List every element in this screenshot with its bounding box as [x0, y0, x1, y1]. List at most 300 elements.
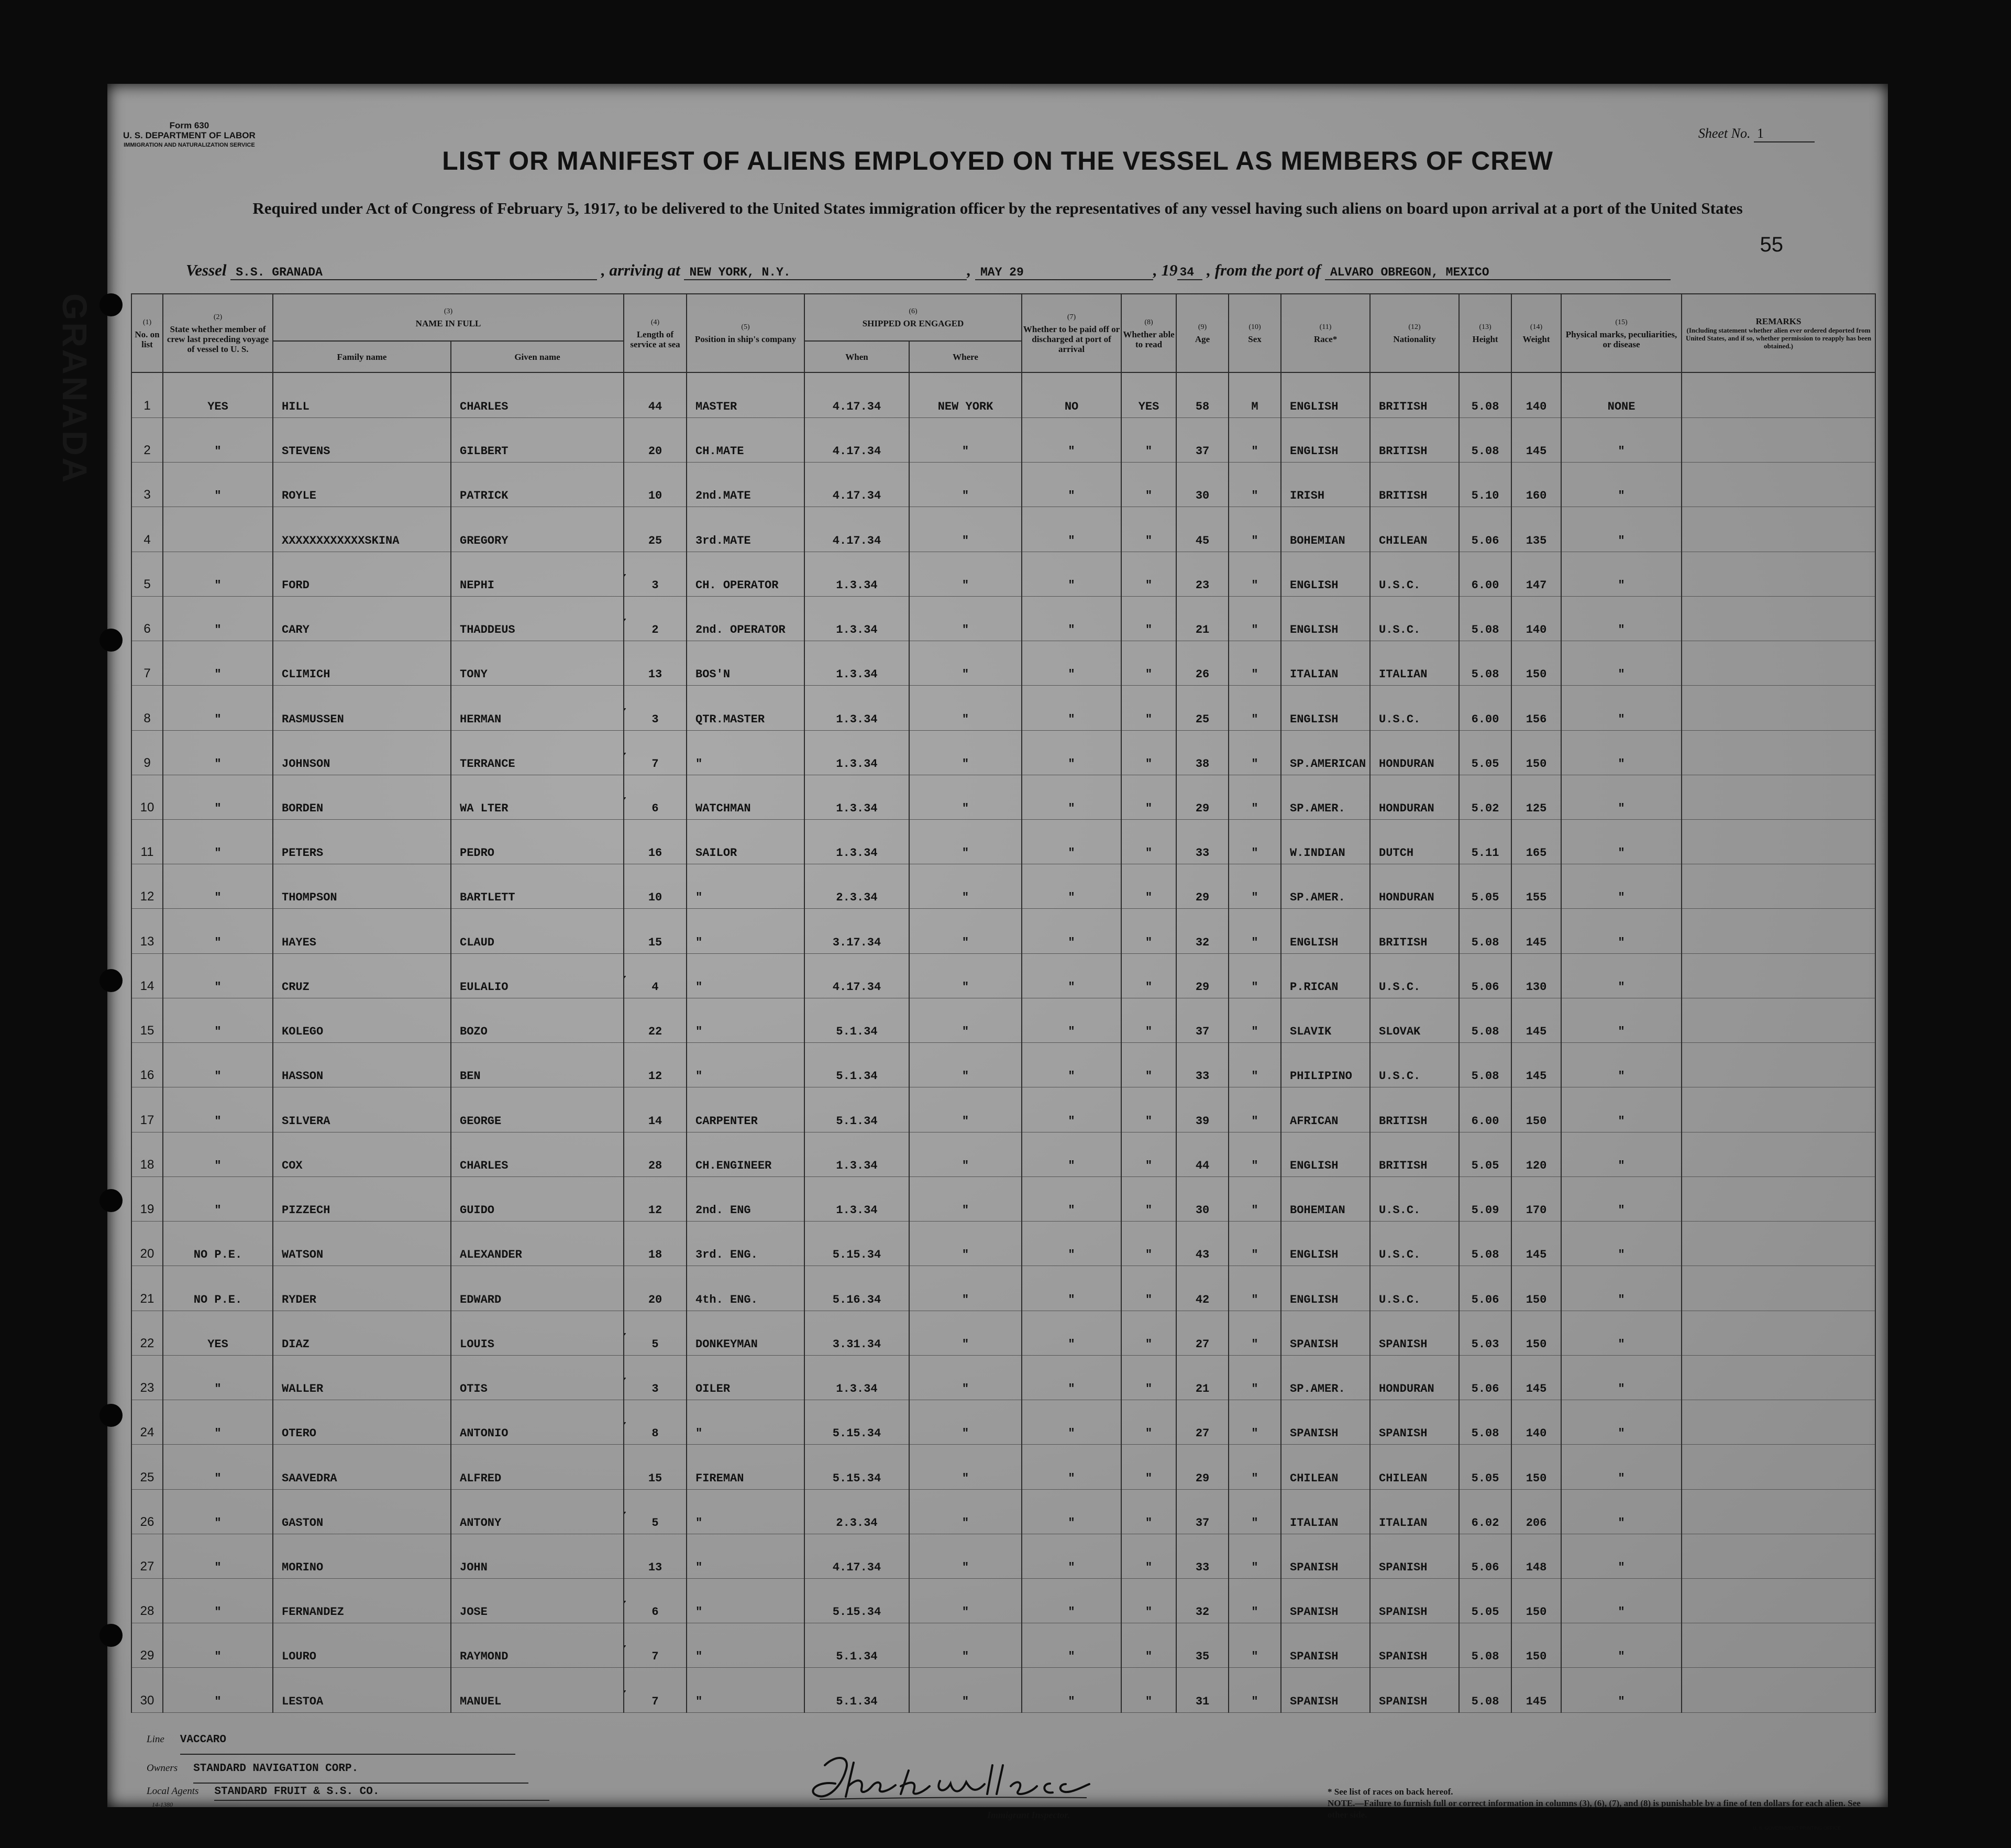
cell-race: CHILEAN [1281, 1445, 1370, 1489]
cell-height: 5.08 [1459, 998, 1511, 1042]
cell-shipped-when: 5.1.34 [804, 1043, 909, 1087]
cell-weight: 155 [1511, 864, 1561, 909]
cell-position: 2nd. ENG [687, 1176, 804, 1221]
form-number: Form 630 [169, 120, 209, 130]
header-nationality: (12) Nationality [1370, 294, 1459, 372]
cell-row-number: 27 [131, 1534, 163, 1578]
cell-position: " [687, 1668, 804, 1713]
cell-row-number: 10 [131, 775, 163, 819]
cell-shipped-where: " [909, 1534, 1022, 1578]
cell-row-number: 6 [131, 596, 163, 641]
cell-weight: 150 [1511, 641, 1561, 686]
cell-sex: " [1229, 1668, 1281, 1713]
cell-nationality: BRITISH [1370, 417, 1459, 462]
cell-age: 33 [1176, 820, 1229, 864]
cell-paid-off: " [1022, 953, 1121, 998]
cell-weight: 145 [1511, 1222, 1561, 1266]
cell-position: BOS'N [687, 641, 804, 686]
cell-nationality: SPANISH [1370, 1668, 1459, 1713]
cell-given-name: TONY [451, 641, 624, 686]
cell-shipped-where: " [909, 1400, 1022, 1445]
cell-position: CH. OPERATOR [687, 552, 804, 596]
cell-previous-voyage: " [163, 953, 273, 998]
line-label: Line [147, 1734, 164, 1745]
cell-previous-voyage: " [163, 1087, 273, 1132]
cell-given-name: CHARLES [451, 372, 624, 417]
cell-shipped-where: " [909, 1176, 1022, 1221]
cell-family-name: ROYLE [273, 463, 451, 507]
cell-height: 5.05 [1459, 730, 1511, 775]
cell-row-number: 4 [131, 507, 163, 552]
table-row [131, 552, 1875, 596]
cell-sex: " [1229, 596, 1281, 641]
cell-row-number: 24 [131, 1400, 163, 1445]
cell-row-number: 12 [131, 864, 163, 909]
cell-race: ENGLISH [1281, 686, 1370, 730]
cell-previous-voyage: " [163, 998, 273, 1042]
cell-paid-off: " [1022, 1445, 1121, 1489]
cell-remarks [1682, 1266, 1875, 1311]
cell-previous-voyage: " [163, 1176, 273, 1221]
year-prefix: 19 [1161, 261, 1178, 279]
cell-shipped-when: 1.3.34 [804, 775, 909, 819]
cell-sex: " [1229, 730, 1281, 775]
cell-row-number: 29 [131, 1623, 163, 1668]
table-row [131, 641, 1875, 686]
manifest-sheet [107, 84, 1888, 1831]
cell-length-of-service: ✓ 5 [624, 1311, 687, 1355]
cell-able-to-read: " [1121, 1534, 1176, 1578]
cell-weight: 206 [1511, 1489, 1561, 1534]
side-stamp: GRANADA [56, 293, 94, 485]
cell-physical-marks: " [1561, 775, 1682, 819]
cell-previous-voyage: " [163, 820, 273, 864]
cell-height: 5.08 [1459, 1668, 1511, 1713]
cell-remarks [1682, 1534, 1875, 1578]
cell-family-name: BORDEN [273, 775, 451, 819]
cell-physical-marks: " [1561, 1668, 1682, 1713]
cell-position: " [687, 953, 804, 998]
cell-position: FIREMAN [687, 1445, 804, 1489]
cell-physical-marks: " [1561, 641, 1682, 686]
table-row [131, 864, 1875, 909]
cell-shipped-where: " [909, 909, 1022, 953]
cell-remarks [1682, 507, 1875, 552]
cell-nationality: HONDURAN [1370, 775, 1459, 819]
cell-race: SPANISH [1281, 1534, 1370, 1578]
cell-age: 38 [1176, 730, 1229, 775]
cell-weight: 147 [1511, 552, 1561, 596]
cell-row-number: 17 [131, 1087, 163, 1132]
cell-shipped-when: 5.1.34 [804, 1087, 909, 1132]
cell-nationality: ITALIAN [1370, 1489, 1459, 1534]
cell-given-name: BOZO [451, 998, 624, 1042]
cell-remarks [1682, 1311, 1875, 1355]
cell-given-name: GUIDO [451, 1176, 624, 1221]
cell-race: PHILIPINO [1281, 1043, 1370, 1087]
cell-shipped-where: NEW YORK [909, 372, 1022, 417]
cell-age: 30 [1176, 463, 1229, 507]
cell-shipped-where: " [909, 1087, 1022, 1132]
cell-remarks [1682, 1132, 1875, 1176]
cell-family-name: XXXXXXXXXXXXSKINA [273, 507, 451, 552]
cell-physical-marks: " [1561, 1222, 1682, 1266]
cell-shipped-where: " [909, 1668, 1022, 1713]
cell-sex: " [1229, 417, 1281, 462]
cell-length-of-service: ✓ 18 [624, 1222, 687, 1266]
cell-age: 23 [1176, 552, 1229, 596]
cell-row-number: 30 [131, 1668, 163, 1713]
cell-height: 5.08 [1459, 596, 1511, 641]
cell-able-to-read: " [1121, 1400, 1176, 1445]
cell-race: P.RICAN [1281, 953, 1370, 998]
cell-physical-marks: " [1561, 1400, 1682, 1445]
cell-given-name: NEPHI [451, 552, 624, 596]
cell-race: SP.AMER. [1281, 864, 1370, 909]
cell-remarks [1682, 686, 1875, 730]
inspector-label: Immigrant Inspector. [987, 1810, 1070, 1820]
cell-remarks [1682, 864, 1875, 909]
cell-height: 5.05 [1459, 1578, 1511, 1623]
cell-given-name: ALEXANDER [451, 1222, 624, 1266]
cell-height: 6.00 [1459, 686, 1511, 730]
cell-family-name: LESTOA [273, 1668, 451, 1713]
cell-height: 6.02 [1459, 1489, 1511, 1534]
header-family-name: Family name [273, 341, 451, 372]
cell-row-number: 13 [131, 909, 163, 953]
cell-nationality: U.S.C. [1370, 1176, 1459, 1221]
owners-value: STANDARD NAVIGATION CORP. [193, 1755, 528, 1784]
cell-able-to-read: " [1121, 641, 1176, 686]
cell-physical-marks: " [1561, 953, 1682, 998]
header-read: (8) Whether able to read [1121, 294, 1176, 372]
cell-paid-off: " [1022, 1489, 1121, 1534]
cell-paid-off: " [1022, 909, 1121, 953]
table-row [131, 953, 1875, 998]
cell-age: 37 [1176, 1489, 1229, 1534]
binder-hole [100, 1189, 123, 1212]
penalty-note: NOTE.—Failure to furnish full or correct information in columns (3), (6), (7), and (8) is punishable by a fine of ten dollars for each alien. See other side. [1328, 1798, 1861, 1820]
cell-shipped-when: 1.3.34 [804, 1132, 909, 1176]
cell-length-of-service: ✓ 6 [624, 775, 687, 819]
cell-race: SPANISH [1281, 1311, 1370, 1355]
cell-remarks [1682, 909, 1875, 953]
cell-row-number: 19 [131, 1176, 163, 1221]
cell-remarks [1682, 1400, 1875, 1445]
table-row [131, 372, 1875, 417]
table-row [131, 1445, 1875, 1489]
cell-paid-off: " [1022, 730, 1121, 775]
cell-family-name: FORD [273, 552, 451, 596]
cell-sex: " [1229, 1087, 1281, 1132]
cell-paid-off: " [1022, 998, 1121, 1042]
cell-length-of-service: ✓ 8 [624, 1400, 687, 1445]
cell-sex: " [1229, 1489, 1281, 1534]
cell-position: " [687, 998, 804, 1042]
cell-sex: " [1229, 1266, 1281, 1311]
cell-position: MASTER [687, 372, 804, 417]
binder-hole [100, 969, 123, 992]
cell-sex: " [1229, 1222, 1281, 1266]
cell-remarks [1682, 820, 1875, 864]
cell-remarks [1682, 641, 1875, 686]
cell-sex: " [1229, 1132, 1281, 1176]
cell-age: 29 [1176, 1445, 1229, 1489]
table-row [131, 1132, 1875, 1176]
cell-shipped-where: " [909, 641, 1022, 686]
race-note: * See list of races on back hereof. [1328, 1787, 1453, 1797]
cell-physical-marks: " [1561, 507, 1682, 552]
cell-nationality: CHILEAN [1370, 507, 1459, 552]
cell-race: W.INDIAN [1281, 820, 1370, 864]
cell-height: 5.06 [1459, 507, 1511, 552]
cell-remarks [1682, 1043, 1875, 1087]
cell-remarks [1682, 1668, 1875, 1713]
cell-length-of-service: ✓ 12 [624, 1176, 687, 1221]
cell-length-of-service: ✓ 10 [624, 864, 687, 909]
cell-length-of-service: ✓ 7 [624, 1623, 687, 1668]
cell-family-name: RYDER [273, 1266, 451, 1311]
cell-shipped-when: 1.3.34 [804, 1176, 909, 1221]
cell-height: 5.06 [1459, 1355, 1511, 1400]
cell-length-of-service: ✓ 4 [624, 953, 687, 998]
cell-nationality: U.S.C. [1370, 552, 1459, 596]
cell-position: " [687, 1400, 804, 1445]
cell-remarks [1682, 1623, 1875, 1668]
cell-paid-off: " [1022, 1311, 1121, 1355]
cell-nationality: HONDURAN [1370, 1355, 1459, 1400]
cell-weight: 130 [1511, 953, 1561, 998]
cell-race: SLAVIK [1281, 998, 1370, 1042]
cell-shipped-when: 5.16.34 [804, 1266, 909, 1311]
cell-sex: " [1229, 864, 1281, 909]
cell-able-to-read: " [1121, 507, 1176, 552]
cell-age: 29 [1176, 775, 1229, 819]
cell-paid-off: " [1022, 1578, 1121, 1623]
cell-paid-off: " [1022, 641, 1121, 686]
cell-previous-voyage: " [163, 463, 273, 507]
cell-shipped-when: 5.15.34 [804, 1445, 909, 1489]
cell-given-name: WA LTER [451, 775, 624, 819]
cell-sex: " [1229, 820, 1281, 864]
cell-sex: " [1229, 1176, 1281, 1221]
cell-shipped-when: 3.31.34 [804, 1311, 909, 1355]
cell-shipped-where: " [909, 507, 1022, 552]
departure-port: ALVARO OBREGON, MEXICO [1325, 266, 1671, 280]
cell-sex: " [1229, 1311, 1281, 1355]
owners-label: Owners [147, 1763, 178, 1774]
cell-sex: M [1229, 372, 1281, 417]
cell-position: " [687, 864, 804, 909]
cell-weight: 145 [1511, 1043, 1561, 1087]
header-shipped: (6) SHIPPED OR ENGAGED [804, 294, 1022, 341]
cell-previous-voyage: " [163, 909, 273, 953]
cell-position: CH.MATE [687, 417, 804, 462]
binder-hole [100, 1404, 123, 1427]
cell-shipped-when: 4.17.34 [804, 417, 909, 462]
cell-shipped-when: 1.3.34 [804, 820, 909, 864]
cell-height: 5.05 [1459, 1445, 1511, 1489]
table-row [131, 417, 1875, 462]
cell-family-name: GASTON [273, 1489, 451, 1534]
cell-race: SPANISH [1281, 1400, 1370, 1445]
cell-given-name: PATRICK [451, 463, 624, 507]
header-name: (3) NAME IN FULL [273, 294, 624, 341]
cell-paid-off: " [1022, 1668, 1121, 1713]
cell-row-number: 18 [131, 1132, 163, 1176]
cell-remarks [1682, 1087, 1875, 1132]
cell-height: 5.08 [1459, 372, 1511, 417]
cell-length-of-service: ✓ 15 [624, 909, 687, 953]
cell-family-name: SAAVEDRA [273, 1445, 451, 1489]
cell-physical-marks: " [1561, 417, 1682, 462]
cell-previous-voyage [163, 507, 273, 552]
cell-physical-marks: " [1561, 730, 1682, 775]
cell-previous-voyage: NO P.E. [163, 1222, 273, 1266]
cell-race: SP.AMER. [1281, 1355, 1370, 1400]
binder-hole [100, 293, 123, 316]
cell-previous-voyage: " [163, 730, 273, 775]
cell-length-of-service: ✓ 15 [624, 1445, 687, 1489]
cell-race: ITALIAN [1281, 641, 1370, 686]
table-row [131, 686, 1875, 730]
cell-position: WATCHMAN [687, 775, 804, 819]
cell-nationality: SPANISH [1370, 1623, 1459, 1668]
table-row [131, 1623, 1875, 1668]
cell-height: 5.08 [1459, 1623, 1511, 1668]
cell-given-name: PEDRO [451, 820, 624, 864]
cell-remarks [1682, 1489, 1875, 1534]
cell-given-name: RAYMOND [451, 1623, 624, 1668]
cell-family-name: CARY [273, 596, 451, 641]
cell-height: 5.06 [1459, 1266, 1511, 1311]
cell-physical-marks: " [1561, 463, 1682, 507]
cell-length-of-service: ✓ 7 [624, 730, 687, 775]
cell-able-to-read: " [1121, 686, 1176, 730]
cell-row-number: 15 [131, 998, 163, 1042]
cell-age: 26 [1176, 641, 1229, 686]
cell-row-number: 1 [131, 372, 163, 417]
cell-row-number: 20 [131, 1222, 163, 1266]
table-row [131, 1087, 1875, 1132]
cell-sex: " [1229, 686, 1281, 730]
document-subtitle: Required under Act of Congress of February 5, 1917, to be delivered to the United States immigration officer by the representatives of any vessel having such aliens on board upon arrival at a port of the United States [252, 199, 1743, 217]
cell-able-to-read: " [1121, 552, 1176, 596]
cell-remarks [1682, 1355, 1875, 1400]
cell-length-of-service: ✓ 20 [624, 417, 687, 462]
cell-shipped-when: 2.3.34 [804, 864, 909, 909]
cell-remarks [1682, 372, 1875, 417]
cell-physical-marks: " [1561, 1489, 1682, 1534]
cell-race: BOHEMIAN [1281, 1176, 1370, 1221]
table-row [131, 1043, 1875, 1087]
cell-weight: 165 [1511, 820, 1561, 864]
header-given-name: Given name [451, 341, 624, 372]
cell-age: 58 [1176, 372, 1229, 417]
cell-weight: 145 [1511, 998, 1561, 1042]
cell-remarks [1682, 998, 1875, 1042]
cell-family-name: JOHNSON [273, 730, 451, 775]
cell-physical-marks: " [1561, 864, 1682, 909]
cell-physical-marks: " [1561, 1534, 1682, 1578]
cell-height: 5.06 [1459, 1534, 1511, 1578]
cell-family-name: RASMUSSEN [273, 686, 451, 730]
cell-family-name: PIZZECH [273, 1176, 451, 1221]
cell-age: 42 [1176, 1266, 1229, 1311]
cell-age: 21 [1176, 596, 1229, 641]
cell-race: ENGLISH [1281, 1222, 1370, 1266]
cell-paid-off: " [1022, 417, 1121, 462]
cell-family-name: HILL [273, 372, 451, 417]
cell-age: 37 [1176, 417, 1229, 462]
cell-length-of-service: ✓ 20 [624, 1266, 687, 1311]
cell-sex: " [1229, 641, 1281, 686]
table-row [131, 1578, 1875, 1623]
cell-shipped-when: 5.15.34 [804, 1578, 909, 1623]
cell-shipped-where: " [909, 1445, 1022, 1489]
cell-physical-marks: " [1561, 1176, 1682, 1221]
cell-race: SPANISH [1281, 1623, 1370, 1668]
cell-remarks [1682, 463, 1875, 507]
cell-age: 44 [1176, 1132, 1229, 1176]
cell-family-name: STEVENS [273, 417, 451, 462]
cell-family-name: COX [273, 1132, 451, 1176]
cell-position: " [687, 1043, 804, 1087]
cell-weight: 140 [1511, 372, 1561, 417]
cell-given-name: BARTLETT [451, 864, 624, 909]
binder-hole [100, 1624, 123, 1647]
cell-able-to-read: " [1121, 1043, 1176, 1087]
cell-race: ENGLISH [1281, 596, 1370, 641]
cell-shipped-where: " [909, 953, 1022, 998]
cell-weight: 150 [1511, 1578, 1561, 1623]
cell-able-to-read: " [1121, 1176, 1176, 1221]
cell-nationality: SPANISH [1370, 1534, 1459, 1578]
cell-previous-voyage: " [163, 1623, 273, 1668]
cell-physical-marks: " [1561, 686, 1682, 730]
cell-position: " [687, 1578, 804, 1623]
cell-shipped-where: " [909, 417, 1022, 462]
cell-height: 5.10 [1459, 463, 1511, 507]
cell-row-number: 22 [131, 1311, 163, 1355]
cell-shipped-where: " [909, 1355, 1022, 1400]
cell-age: 33 [1176, 1534, 1229, 1578]
cell-physical-marks: " [1561, 1266, 1682, 1311]
cell-given-name: JOSE [451, 1578, 624, 1623]
cell-length-of-service: ✓ 25 [624, 507, 687, 552]
cell-length-of-service: ✓ 13 [624, 641, 687, 686]
cell-family-name: WATSON [273, 1222, 451, 1266]
cell-shipped-when: 5.1.34 [804, 1668, 909, 1713]
arrival-year: 34 [1177, 266, 1202, 280]
department-name: U. S. DEPARTMENT OF LABOR [123, 130, 256, 140]
cell-able-to-read: " [1121, 1355, 1176, 1400]
cell-physical-marks: " [1561, 1043, 1682, 1087]
cell-length-of-service: ✓ 12 [624, 1043, 687, 1087]
table-row [131, 1176, 1875, 1221]
cell-race: ENGLISH [1281, 1132, 1370, 1176]
cell-age: 29 [1176, 953, 1229, 998]
cell-family-name: SILVERA [273, 1087, 451, 1132]
cell-row-number: 8 [131, 686, 163, 730]
crew-rows [131, 372, 1875, 1713]
cell-age: 29 [1176, 864, 1229, 909]
cell-able-to-read: " [1121, 1087, 1176, 1132]
cell-row-number: 2 [131, 417, 163, 462]
cell-nationality: BRITISH [1370, 909, 1459, 953]
binder-hole [100, 629, 123, 652]
document-title: LIST OR MANIFEST OF ALIENS EMPLOYED ON THE VESSEL AS MEMBERS OF CREW [442, 146, 1553, 175]
